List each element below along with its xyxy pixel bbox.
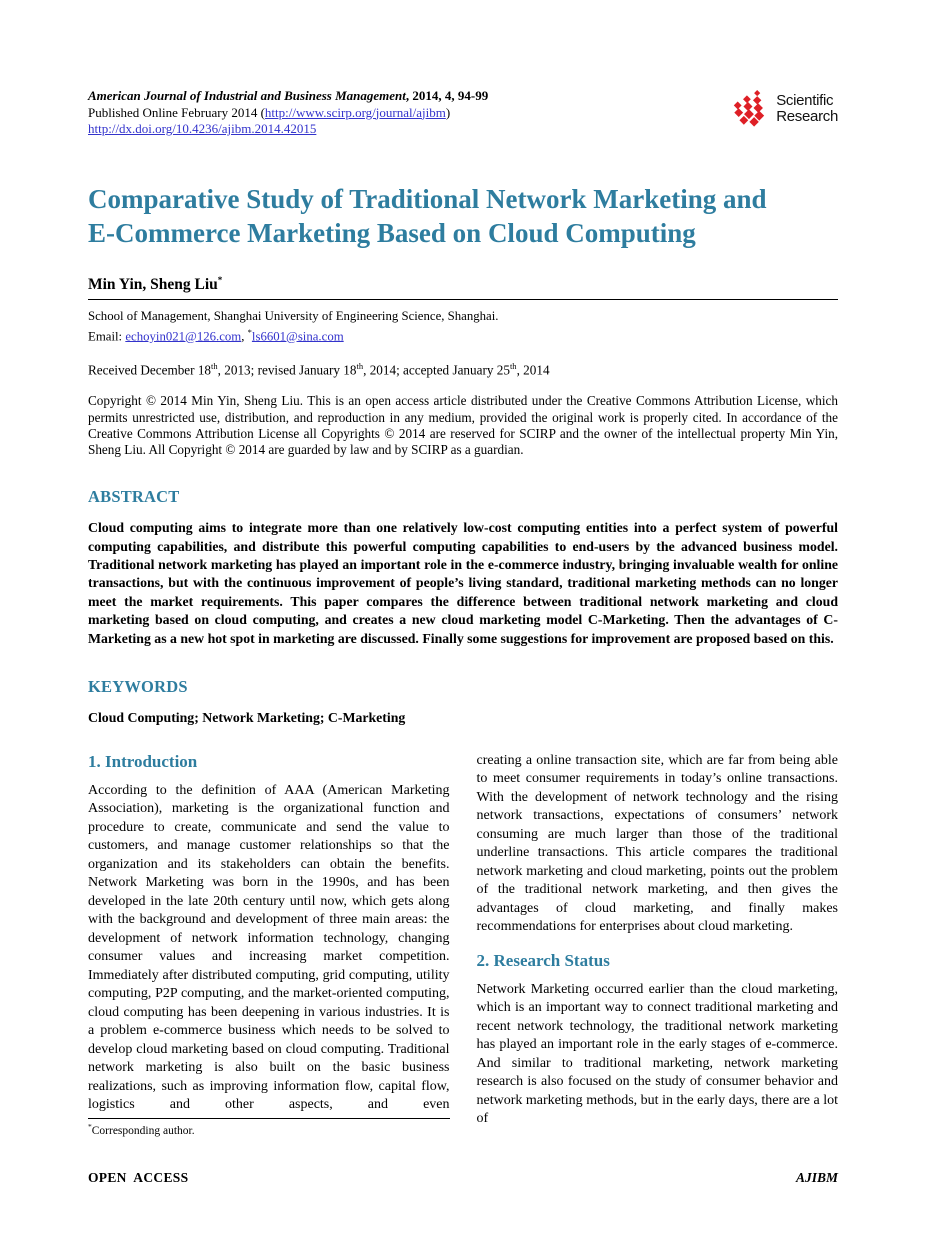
journal-name: American Journal of Industrial and Business Management <box>88 88 406 103</box>
section-1-paragraph-right: creating a online transaction site, which are far from being able to meet consumer requirements in today’s online transactions. With the development of network technology and the rising network transactions, expectations of consumers’ network consuming are much larger than those of the traditional underline transactions. This article compares the traditional network marketing and cloud marketing, points out the problem of the traditional network marketing, and then gives the advantages of cloud marketing, and finally makes recommendations for enterprises about cloud marketing. <box>476 752 838 935</box>
received-seg: , 2013; revised January 18 <box>217 362 357 378</box>
ordinal-sup: th <box>509 360 517 371</box>
journal-issue: , 2014, 4, 94-99 <box>405 88 489 103</box>
journal-abbreviation: AJIBM <box>795 1170 838 1185</box>
journal-url-link[interactable]: http://www.scirp.org/journal/ajibm <box>264 104 446 120</box>
page-footer <box>88 1170 838 1186</box>
paper-title <box>88 182 838 250</box>
journal-meta <box>88 88 488 138</box>
keywords-text: Cloud Computing; Network Marketing; C-Marketing <box>88 709 406 725</box>
paper-title-line1: Comparative Study of Traditional Network Marketing and <box>88 183 767 214</box>
section-1-heading: 1. Introduction <box>88 751 198 771</box>
affiliation-line: School of Management, Shanghai University of Engineering Science, Shanghai. <box>88 308 499 323</box>
section-2-heading: 2. Research Status <box>476 950 610 970</box>
email-link-1[interactable]: echoyin021@126.com <box>125 328 242 343</box>
doi-link[interactable]: http://dx.doi.org/10.4236/ajibm.2014.42015 <box>88 121 317 136</box>
right-column <box>477 752 839 1137</box>
received-seg: , 2014; accepted January 25 <box>363 362 510 378</box>
email-link-2[interactable]: ls6601@sina.com <box>251 328 344 343</box>
email-corresponding-mark: * <box>247 326 252 337</box>
scirp-diamond-cluster-icon <box>729 89 771 128</box>
scirp-logo-text <box>776 93 838 125</box>
scirp-logo-text-line2: Research <box>776 107 838 125</box>
journal-header <box>88 88 838 138</box>
open-access-label: OPEN ACCESS <box>88 1170 189 1185</box>
scirp-logo-text-line1: Scientific <box>776 91 834 109</box>
email-label: Email: <box>88 328 126 343</box>
footnote-text: Corresponding author. <box>91 1124 195 1137</box>
footnote-mark: * <box>88 1121 92 1131</box>
ordinal-sup: th <box>356 360 364 371</box>
section-1-paragraph-left: According to the definition of AAA (American Marketing Association), marketing is the organizational function and procedure to create, communicate and send the value to customers, and manage customer relationships so that the organization and its stakeholders can obtain the benefits. Network Marketing was born in the 1990s, and has been developed in the late 20th century until now, which gets along with the background and development of three main areas: the development of network information technology, changing consumer values and increasing market competition. Immediately after distributed computing, grid computing, utility computing, P2P computing, and the market-oriented computing, cloud computing has been deepening in various industries. It is a problem e-commerce business which needs to be solved to develop cloud marketing based on cloud computing. Traditional network marketing is also built on the basic business realizations, such as improving information flow, capital flow, logistics and other aspects, and even <box>88 782 450 1113</box>
copyright-notice: Copyright © 2014 Min Yin, Sheng Liu. This is an open access article distributed under the Creative Commons Attribution License, which permits unrestricted use, distribution, and reproduction in any medium, provided the original work is properly cited. In accordance of the Creative Commons Attribution License all Copyrights © 2014 are reserved for SCIRP and the owner of the intellectual property Min Yin, Sheng Liu. All Copyright © 2014 are guarded by law and by SCIRP as a guardian. <box>88 393 838 457</box>
authors-line <box>88 275 838 294</box>
section-2-paragraph: Network Marketing occurred earlier than the cloud marketing, which is an important way to connect traditional marketing and recent network technology, the traditional network marketing has played an important role in the early stages of e-commerce. And similar to traditional marketing, network marketing research is also focused on the study of consumer behavior and network marketing methods, but in the early days, there are a lot of <box>476 981 838 1127</box>
doi-line <box>88 121 488 138</box>
received-seg: Received December 18 <box>88 362 212 378</box>
published-prefix: Published Online February 2014 ( <box>88 104 265 120</box>
corresponding-author-mark: * <box>217 274 223 285</box>
published-online-line <box>88 105 488 122</box>
published-suffix: ) <box>445 104 451 120</box>
author-names: Min Yin, Sheng Liu <box>88 275 218 293</box>
received-dates-line <box>88 361 838 378</box>
received-seg: , 2014 <box>516 362 550 378</box>
paper-title-line2: E-Commerce Marketing Based on Cloud Computing <box>88 217 696 248</box>
abstract-text: Cloud computing aims to integrate more than one relatively low-cost computing entities into a perfect system of powerful computing capabilities, and distribute this powerful computing capabilities to end-users by the advanced business model. Traditional network marketing has played an important role in the e-commerce industry, bringing invaluable wealth for online transactions, but with the continuous improvement of people’s living standard, traditional marketing methods can no longer meet the market requirements. This paper compares the difference between traditional network marketing and cloud marketing based on cloud computing, and creates a new cloud marketing model C-Marketing. Then the advantages of C-Marketing as a new hot spot in marketing are discussed. Finally some suggestions for improvement are proposed based on this. <box>88 520 838 646</box>
author-divider-rule <box>88 299 838 300</box>
keywords-heading: KEYWORDS <box>88 676 188 696</box>
corresponding-author-footnote <box>88 1118 450 1137</box>
journal-citation-line <box>88 88 488 105</box>
abstract-heading: ABSTRACT <box>88 487 180 507</box>
left-column <box>88 752 450 1137</box>
email-line <box>88 324 838 344</box>
ordinal-sup: th <box>211 360 218 371</box>
two-column-body <box>88 752 838 1137</box>
scirp-logo <box>729 89 838 128</box>
email-separator: , <box>241 328 248 343</box>
